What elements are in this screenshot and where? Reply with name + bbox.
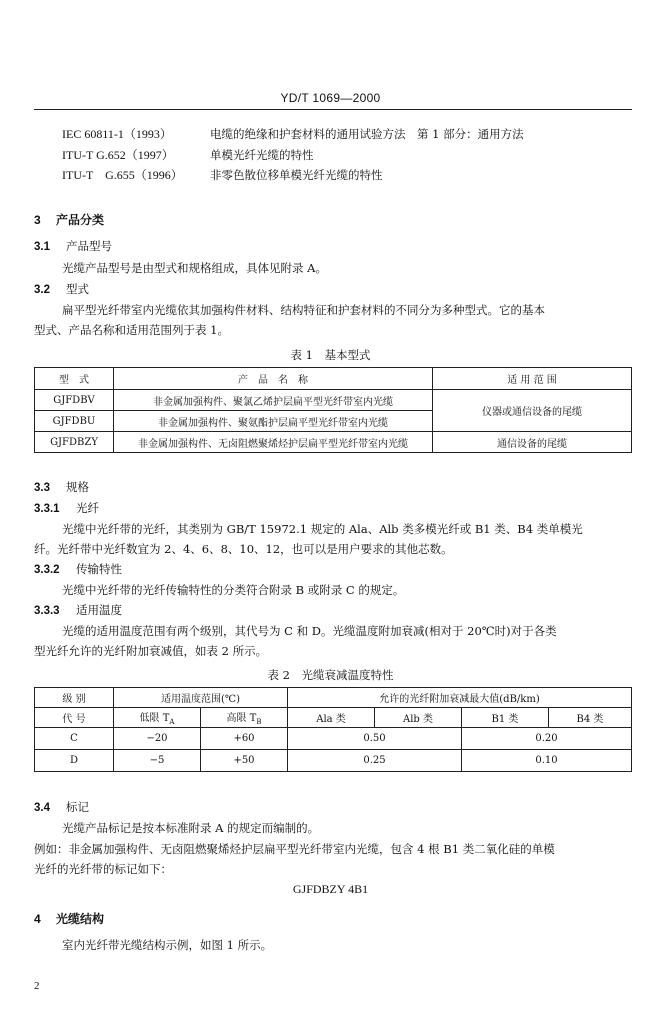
section-number: 3 xyxy=(34,213,41,227)
paragraph: 纤。光纤带中光纤数宜为 2、4、6、8、10、12，也可以是用户要求的其他芯数。 xyxy=(34,542,453,556)
table-cell: 0.50 xyxy=(288,728,462,750)
section-title: 光缆结构 xyxy=(56,912,105,926)
paragraph: 光纤的光纤带的标记如下： xyxy=(34,862,172,876)
table-header: 产 品 名 称 xyxy=(114,368,433,390)
table-cell: −20 xyxy=(114,728,201,750)
header-rule xyxy=(34,109,632,110)
reference-title: 非零色散位移单模光纤光缆的特性 xyxy=(210,168,383,182)
section-number: 3.4 xyxy=(34,802,50,814)
table-row xyxy=(35,728,632,750)
table-basic-types xyxy=(34,367,632,453)
section-title: 适用温度 xyxy=(76,603,122,617)
table-header: 代 号 xyxy=(35,708,114,728)
section-title: 规格 xyxy=(66,480,89,494)
table-header: B4 类 xyxy=(549,708,632,728)
table-cell: 0.25 xyxy=(288,750,462,772)
table-row xyxy=(35,432,632,453)
table-cell: +50 xyxy=(201,750,288,772)
subsection-heading xyxy=(34,479,89,495)
reference-title: 单模光纤光缆的特性 xyxy=(210,148,314,162)
section-title: 型式 xyxy=(66,282,89,296)
subsection-heading xyxy=(34,602,122,618)
reference-code: ITU-T G.652（1997） xyxy=(62,148,174,162)
section-number: 3.3.2 xyxy=(34,564,60,576)
section-heading xyxy=(34,910,104,927)
table-cell: D xyxy=(35,750,114,772)
subsection-heading xyxy=(34,561,122,577)
subsection-heading xyxy=(34,500,99,516)
paragraph: 型光纤允许的光纤附加衰减值，如表 2 所示。 xyxy=(34,644,268,658)
table-cell: 非金属加强构件、聚氨酯护层扁平型光纤带室内光缆 xyxy=(114,411,433,432)
section-heading xyxy=(34,211,104,228)
table-row xyxy=(35,390,632,411)
paragraph: 光缆的适用温度范围有两个级别，其代号为 C 和 D。光缆温度附加衰减(相对于 20℃时)对于各类 xyxy=(62,624,557,638)
section-title: 光纤 xyxy=(76,501,99,515)
header-low-subscript: A xyxy=(169,718,175,726)
section-title: 产品分类 xyxy=(56,213,105,227)
reference-code: IEC 60811-1（1993） xyxy=(62,127,172,141)
reference-code: ITU-T G.655（1996） xyxy=(62,168,183,182)
marking-example: GJFDBZY 4B1 xyxy=(292,882,369,896)
table-header: B1 类 xyxy=(462,708,549,728)
section-title: 产品型号 xyxy=(66,239,112,253)
table-header: 型 式 xyxy=(35,368,114,390)
subsection-heading xyxy=(34,238,112,254)
paragraph: 光缆产品标记是按本标准附录 A 的规定而编制的。 xyxy=(62,821,320,835)
table-header: Ala 类 xyxy=(288,708,375,728)
header-high-subscript: B xyxy=(256,718,262,726)
paragraph: 室内光纤带光缆结构示例，如图 1 所示。 xyxy=(62,938,273,952)
paragraph: 型式、产品名称和适用范围列于表 1。 xyxy=(34,323,229,337)
paragraph: 光缆中光纤带的光纤传输特性的分类符合附录 B 或附录 C 的规定。 xyxy=(62,583,405,597)
header-high-label: 高限 T xyxy=(226,713,257,724)
table-header: 允许的光纤附加衰减最大值(dB/km) xyxy=(288,688,632,708)
table-cell: GJFDBV xyxy=(35,390,114,411)
table-caption: 表 1 基本型式 xyxy=(290,348,371,362)
section-number: 3.2 xyxy=(34,284,50,296)
subsection-heading xyxy=(34,281,89,297)
table-header: 级 别 xyxy=(35,688,114,708)
table-cell: GJFDBU xyxy=(35,411,114,432)
page-number: 2 xyxy=(34,980,40,992)
paragraph: 光缆产品型号是由型式和规格组成，具体见附录 A。 xyxy=(62,261,327,275)
table-cell: GJFDBZY xyxy=(35,432,114,453)
table-cell: C xyxy=(35,728,114,750)
paragraph: 例如：非金属加强构件、无卤阻燃聚烯烃护层扁平型光纤带室内光缆，包含 4 根 B1 类二氧化硅的单模 xyxy=(34,842,555,856)
paragraph: 光缆中光纤带的光纤，其类别为 GB/T 15972.1 规定的 Ala、Alb 类多模光纤或 B1 类、B4 类单模光 xyxy=(62,522,583,536)
table-cell: 非金属加强构件、聚氯乙烯护层扁平型光纤带室内光缆 xyxy=(114,390,433,411)
table-temperature xyxy=(34,687,632,772)
reference-item xyxy=(62,125,524,142)
document-header: YD/T 1069—2000 xyxy=(280,91,381,105)
section-number: 3.3 xyxy=(34,482,50,494)
table-header: 适用温度范围(℃) xyxy=(114,688,288,708)
section-number: 3.3.3 xyxy=(34,605,60,617)
section-title: 传输特性 xyxy=(76,562,122,576)
table-cell: 仪器或通信设备的尾缆 xyxy=(433,390,632,432)
reference-item xyxy=(62,166,383,183)
header-low-label: 低限 T xyxy=(139,713,170,724)
reference-item xyxy=(62,146,314,163)
subsection-heading xyxy=(34,799,89,815)
table-header: 适 用 范 围 xyxy=(433,368,632,390)
section-number: 3.3.1 xyxy=(34,503,60,515)
table-cell: 0.20 xyxy=(462,728,632,750)
table-header: Alb 类 xyxy=(375,708,462,728)
section-number: 3.1 xyxy=(34,241,50,253)
table-row xyxy=(35,750,632,772)
table-cell: 非金属加强构件、无卤阻燃聚烯烃护层扁平型光纤带室内光缆 xyxy=(114,432,433,453)
section-title: 标记 xyxy=(66,800,89,814)
table-cell: +60 xyxy=(201,728,288,750)
table-cell: −5 xyxy=(114,750,201,772)
reference-title: 电缆的绝缘和护套材料的通用试验方法 第 1 部分：通用方法 xyxy=(210,127,524,141)
paragraph: 扁平型光纤带室内光缆依其加强构件材料、结构特征和护套材料的不同分为多种型式。它的基本 xyxy=(62,303,545,317)
table-header xyxy=(114,708,201,728)
table-cell: 通信设备的尾缆 xyxy=(433,432,632,453)
table-header xyxy=(201,708,288,728)
section-number: 4 xyxy=(34,912,41,926)
table-cell: 0.10 xyxy=(462,750,632,772)
table-caption: 表 2 光缆衰减温度特性 xyxy=(267,668,394,682)
